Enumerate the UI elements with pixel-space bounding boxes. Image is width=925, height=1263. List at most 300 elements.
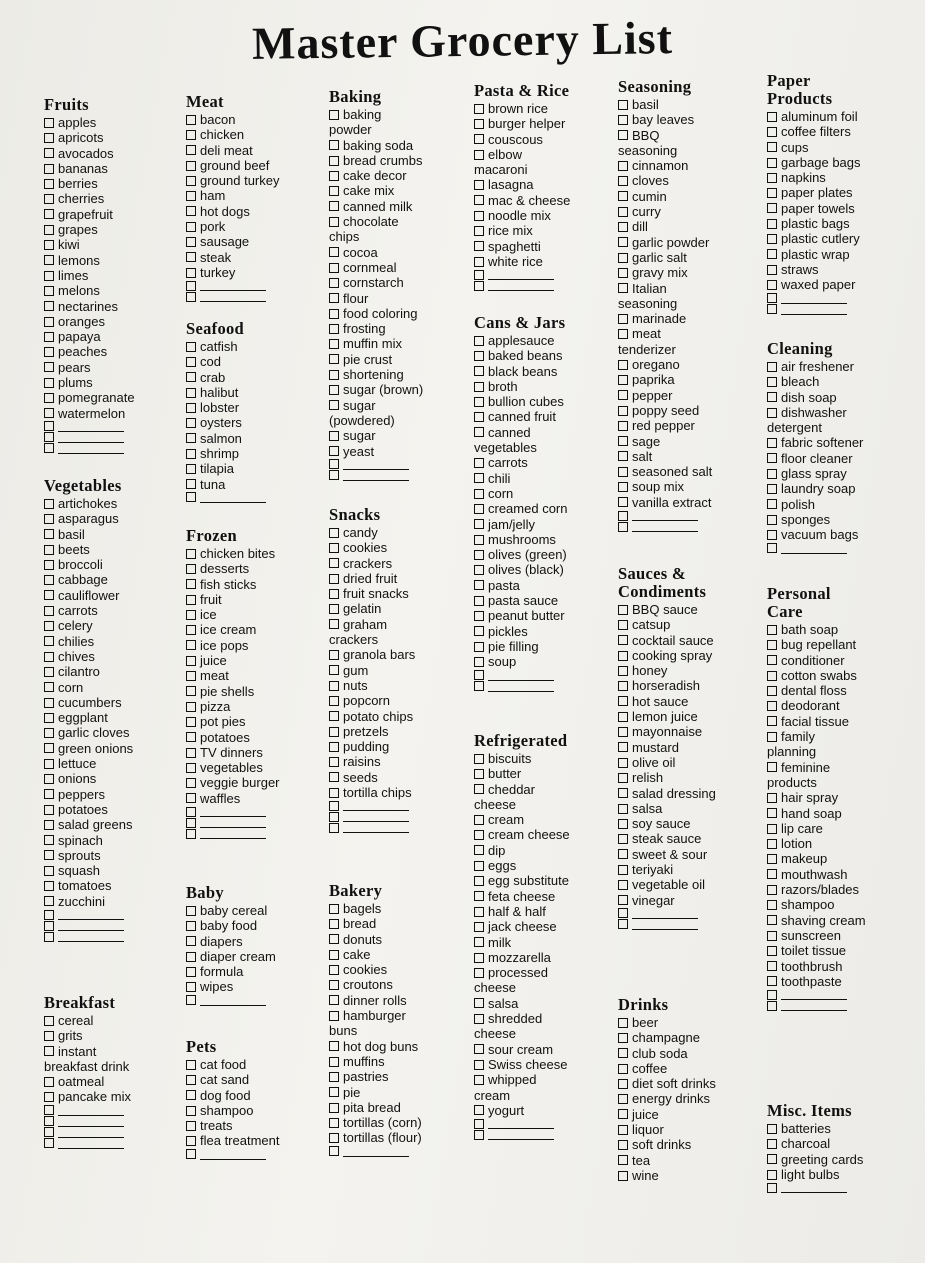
checkbox[interactable]	[618, 161, 628, 171]
checkbox[interactable]	[618, 1048, 628, 1058]
checkbox[interactable]	[186, 418, 196, 428]
checkbox[interactable]	[618, 819, 628, 829]
checkbox[interactable]	[474, 489, 484, 499]
checkbox[interactable]	[767, 543, 777, 553]
checkbox[interactable]	[474, 876, 484, 886]
checkbox[interactable]	[186, 967, 196, 977]
list-item[interactable]	[618, 250, 764, 265]
blank-list-item[interactable]	[474, 681, 620, 692]
list-item[interactable]	[329, 601, 475, 616]
checkbox[interactable]	[767, 1154, 777, 1164]
list-item[interactable]	[618, 602, 764, 617]
list-item[interactable]	[186, 127, 332, 142]
checkbox[interactable]	[44, 529, 54, 539]
checkbox[interactable]	[767, 625, 777, 635]
list-item[interactable]	[618, 877, 764, 892]
list-item[interactable]	[44, 603, 190, 618]
checkbox[interactable]	[767, 127, 777, 137]
list-item[interactable]	[44, 817, 190, 832]
list-item[interactable]	[767, 185, 913, 200]
list-item[interactable]	[767, 216, 913, 231]
blank-list-item[interactable]	[618, 510, 764, 521]
list-item[interactable]	[767, 170, 913, 185]
checkbox[interactable]	[44, 728, 54, 738]
list-item[interactable]	[618, 1107, 764, 1122]
checkbox[interactable]	[767, 793, 777, 803]
checkbox[interactable]	[618, 375, 628, 385]
list-item[interactable]	[44, 375, 190, 390]
checkbox[interactable]	[186, 292, 196, 302]
checkbox[interactable]	[186, 492, 196, 502]
list-item[interactable]	[767, 466, 913, 481]
list-item[interactable]	[767, 790, 913, 805]
list-item[interactable]	[618, 709, 764, 724]
list-item[interactable]	[329, 1039, 475, 1054]
checkbox[interactable]	[767, 158, 777, 168]
list-item[interactable]	[767, 155, 913, 170]
list-item[interactable]	[186, 1057, 332, 1072]
list-item[interactable]	[44, 557, 190, 572]
checkbox[interactable]	[186, 656, 196, 666]
list-item[interactable]	[44, 833, 190, 848]
list-item[interactable]	[618, 678, 764, 693]
checkbox[interactable]	[329, 400, 339, 410]
checkbox[interactable]	[474, 907, 484, 917]
checkbox[interactable]	[474, 611, 484, 621]
checkbox[interactable]	[329, 263, 339, 273]
write-in-line[interactable]	[488, 1118, 554, 1129]
list-item[interactable]	[44, 130, 190, 145]
list-item[interactable]	[618, 1076, 764, 1091]
checkbox[interactable]	[767, 1124, 777, 1134]
checkbox[interactable]	[186, 595, 196, 605]
list-item[interactable]	[44, 863, 190, 878]
blank-list-item[interactable]	[329, 800, 475, 811]
list-item[interactable]	[44, 756, 190, 771]
checkbox[interactable]	[767, 869, 777, 879]
checkbox[interactable]	[44, 240, 54, 250]
list-item[interactable]	[186, 561, 332, 576]
list-item[interactable]	[618, 449, 764, 464]
checkbox[interactable]	[474, 397, 484, 407]
list-item[interactable]	[618, 1046, 764, 1061]
checkbox[interactable]	[44, 347, 54, 357]
checkbox[interactable]	[329, 980, 339, 990]
list-item[interactable]	[474, 1057, 620, 1072]
list-item[interactable]	[618, 388, 764, 403]
checkbox[interactable]	[618, 919, 628, 929]
checkbox[interactable]	[329, 1133, 339, 1143]
checkbox[interactable]	[767, 304, 777, 314]
list-item[interactable]	[767, 262, 913, 277]
blank-list-item[interactable]	[44, 1105, 190, 1116]
list-item[interactable]	[44, 894, 190, 909]
blank-list-item[interactable]	[186, 280, 332, 291]
list-item[interactable]	[474, 1042, 620, 1057]
list-item[interactable]	[767, 497, 913, 512]
checkbox[interactable]	[329, 696, 339, 706]
list-item[interactable]	[767, 231, 913, 246]
list-item[interactable]	[618, 1153, 764, 1168]
list-item[interactable]	[186, 1118, 332, 1133]
checkbox[interactable]	[618, 849, 628, 859]
checkbox[interactable]	[618, 253, 628, 263]
checkbox[interactable]	[474, 596, 484, 606]
list-item[interactable]	[474, 812, 620, 827]
list-item[interactable]	[44, 329, 190, 344]
blank-list-item[interactable]	[44, 1138, 190, 1149]
checkbox[interactable]	[44, 408, 54, 418]
checkbox[interactable]	[44, 881, 54, 891]
list-item[interactable]	[474, 208, 620, 223]
list-item[interactable]	[329, 724, 475, 739]
list-item[interactable]	[329, 785, 475, 800]
list-item[interactable]	[474, 858, 620, 873]
blank-list-item[interactable]	[474, 280, 620, 291]
checkbox[interactable]	[618, 207, 628, 217]
list-item[interactable]	[186, 934, 332, 949]
write-in-line[interactable]	[200, 291, 266, 302]
checkbox[interactable]	[186, 115, 196, 125]
list-item[interactable]	[44, 390, 190, 405]
list-item[interactable]	[329, 1085, 475, 1100]
write-in-line[interactable]	[343, 811, 409, 822]
list-item[interactable]	[44, 237, 190, 252]
checkbox[interactable]	[474, 150, 484, 160]
list-item[interactable]	[767, 867, 913, 882]
checkbox[interactable]	[767, 249, 777, 259]
write-in-line[interactable]	[200, 806, 266, 817]
list-item[interactable]	[44, 802, 190, 817]
checkbox[interactable]	[329, 339, 339, 349]
checkbox[interactable]	[767, 839, 777, 849]
list-item[interactable]	[474, 455, 620, 470]
checkbox[interactable]	[767, 854, 777, 864]
checkbox[interactable]	[474, 427, 484, 437]
list-item[interactable]	[329, 571, 475, 586]
checkbox[interactable]	[767, 515, 777, 525]
checkbox[interactable]	[186, 936, 196, 946]
list-item[interactable]	[474, 654, 620, 669]
write-in-line[interactable]	[632, 919, 698, 930]
list-item[interactable]	[186, 461, 332, 476]
checkbox[interactable]	[474, 351, 484, 361]
list-item[interactable]	[186, 339, 332, 354]
checkbox[interactable]	[329, 1087, 339, 1097]
list-item[interactable]	[329, 153, 475, 168]
list-item[interactable]	[767, 1121, 913, 1136]
checkbox[interactable]	[474, 1060, 484, 1070]
checkbox[interactable]	[618, 1140, 628, 1150]
checkbox[interactable]	[44, 1016, 54, 1026]
checkbox[interactable]	[186, 449, 196, 459]
list-item[interactable]	[767, 836, 913, 851]
list-item[interactable]	[618, 281, 764, 296]
checkbox[interactable]	[618, 360, 628, 370]
checkbox[interactable]	[618, 834, 628, 844]
checkbox[interactable]	[186, 222, 196, 232]
checkbox[interactable]	[474, 504, 484, 514]
checkbox[interactable]	[44, 255, 54, 265]
write-in-line[interactable]	[343, 470, 409, 481]
checkbox[interactable]	[329, 1118, 339, 1128]
checkbox[interactable]	[767, 1170, 777, 1180]
list-item[interactable]	[44, 542, 190, 557]
checkbox[interactable]	[186, 1075, 196, 1085]
checkbox[interactable]	[474, 1130, 484, 1140]
list-item[interactable]	[474, 950, 620, 965]
write-in-line[interactable]	[488, 1129, 554, 1140]
list-item[interactable]	[474, 471, 620, 486]
checkbox[interactable]	[329, 1103, 339, 1113]
checkbox[interactable]	[186, 625, 196, 635]
list-item[interactable]	[474, 919, 620, 934]
blank-list-item[interactable]	[767, 543, 913, 554]
checkbox[interactable]	[329, 385, 339, 395]
blank-list-item[interactable]	[44, 421, 190, 432]
checkbox[interactable]	[186, 793, 196, 803]
list-item[interactable]	[618, 1091, 764, 1106]
checkbox[interactable]	[44, 1127, 54, 1137]
list-item[interactable]	[186, 592, 332, 607]
blank-list-item[interactable]	[186, 291, 332, 302]
list-item[interactable]	[618, 434, 764, 449]
checkbox[interactable]	[618, 865, 628, 875]
list-item[interactable]	[186, 1072, 332, 1087]
checkbox[interactable]	[767, 915, 777, 925]
list-item[interactable]	[474, 593, 620, 608]
list-item[interactable]	[329, 199, 475, 214]
list-item[interactable]	[767, 882, 913, 897]
checkbox[interactable]	[44, 560, 54, 570]
list-item[interactable]	[329, 739, 475, 754]
list-item[interactable]	[186, 775, 332, 790]
checkbox[interactable]	[44, 1116, 54, 1126]
list-item[interactable]	[474, 904, 620, 919]
list-item[interactable]	[186, 684, 332, 699]
list-item[interactable]	[329, 678, 475, 693]
blank-list-item[interactable]	[186, 806, 332, 817]
write-in-line[interactable]	[58, 1127, 124, 1138]
list-item[interactable]	[767, 1167, 913, 1182]
checkbox[interactable]	[618, 497, 628, 507]
list-item[interactable]	[474, 578, 620, 593]
list-item[interactable]	[474, 132, 620, 147]
checkbox[interactable]	[618, 130, 628, 140]
list-item[interactable]	[44, 146, 190, 161]
checkbox[interactable]	[186, 829, 196, 839]
blank-list-item[interactable]	[44, 443, 190, 454]
write-in-line[interactable]	[488, 280, 554, 291]
checkbox[interactable]	[474, 565, 484, 575]
list-item[interactable]	[618, 770, 764, 785]
list-item[interactable]	[44, 771, 190, 786]
checkbox[interactable]	[44, 743, 54, 753]
checkbox[interactable]	[186, 1149, 196, 1159]
list-item[interactable]	[767, 277, 913, 292]
list-item[interactable]	[767, 435, 913, 450]
list-item[interactable]	[474, 766, 620, 781]
checkbox[interactable]	[767, 640, 777, 650]
list-item[interactable]	[618, 663, 764, 678]
checkbox[interactable]	[44, 133, 54, 143]
list-item[interactable]	[329, 932, 475, 947]
list-item[interactable]	[44, 649, 190, 664]
checkbox[interactable]	[618, 268, 628, 278]
blank-list-item[interactable]	[186, 828, 332, 839]
checkbox[interactable]	[618, 880, 628, 890]
checkbox[interactable]	[618, 773, 628, 783]
checkbox[interactable]	[44, 713, 54, 723]
list-item[interactable]	[186, 668, 332, 683]
list-item[interactable]	[618, 831, 764, 846]
checkbox[interactable]	[767, 946, 777, 956]
checkbox[interactable]	[44, 667, 54, 677]
blank-list-item[interactable]	[474, 1118, 620, 1129]
checkbox[interactable]	[767, 499, 777, 509]
blank-list-item[interactable]	[474, 269, 620, 280]
list-item[interactable]	[44, 344, 190, 359]
list-item[interactable]	[474, 177, 620, 192]
checkbox[interactable]	[474, 937, 484, 947]
blank-list-item[interactable]	[44, 920, 190, 931]
list-item[interactable]	[186, 622, 332, 637]
blank-list-item[interactable]	[474, 670, 620, 681]
list-item[interactable]	[44, 253, 190, 268]
list-item[interactable]	[329, 901, 475, 916]
checkbox[interactable]	[44, 421, 54, 431]
checkbox[interactable]	[767, 234, 777, 244]
checkbox[interactable]	[767, 280, 777, 290]
checkbox[interactable]	[474, 195, 484, 205]
checkbox[interactable]	[186, 995, 196, 1005]
checkbox[interactable]	[44, 805, 54, 815]
checkbox[interactable]	[44, 443, 54, 453]
checkbox[interactable]	[44, 921, 54, 931]
list-item[interactable]	[767, 851, 913, 866]
list-item[interactable]	[767, 974, 913, 989]
checkbox[interactable]	[186, 921, 196, 931]
checkbox[interactable]	[329, 574, 339, 584]
list-item[interactable]	[618, 495, 764, 510]
list-item[interactable]	[329, 428, 475, 443]
checkbox[interactable]	[44, 1105, 54, 1115]
list-item[interactable]	[474, 101, 620, 116]
checkbox[interactable]	[329, 711, 339, 721]
checkbox[interactable]	[186, 176, 196, 186]
checkbox[interactable]	[767, 701, 777, 711]
checkbox[interactable]	[618, 100, 628, 110]
list-item[interactable]	[474, 348, 620, 363]
list-item[interactable]	[618, 403, 764, 418]
list-item[interactable]	[44, 572, 190, 587]
checkbox[interactable]	[186, 479, 196, 489]
list-item[interactable]	[329, 367, 475, 382]
list-item[interactable]	[186, 1103, 332, 1118]
list-item[interactable]	[329, 754, 475, 769]
list-item[interactable]	[44, 314, 190, 329]
checkbox[interactable]	[474, 815, 484, 825]
checkbox[interactable]	[44, 332, 54, 342]
list-item[interactable]	[618, 97, 764, 112]
checkbox[interactable]	[186, 161, 196, 171]
checkbox[interactable]	[44, 378, 54, 388]
list-item[interactable]	[618, 128, 764, 143]
checkbox[interactable]	[474, 241, 484, 251]
list-item[interactable]	[618, 357, 764, 372]
checkbox[interactable]	[474, 336, 484, 346]
checkbox[interactable]	[474, 412, 484, 422]
checkbox[interactable]	[329, 665, 339, 675]
list-item[interactable]	[474, 501, 620, 516]
checkbox[interactable]	[329, 354, 339, 364]
list-item[interactable]	[474, 333, 620, 348]
write-in-line[interactable]	[200, 817, 266, 828]
list-item[interactable]	[474, 193, 620, 208]
checkbox[interactable]	[329, 528, 339, 538]
write-in-line[interactable]	[632, 521, 698, 532]
write-in-line[interactable]	[781, 989, 847, 1000]
checkbox[interactable]	[767, 762, 777, 772]
blank-list-item[interactable]	[618, 908, 764, 919]
checkbox[interactable]	[329, 965, 339, 975]
write-in-line[interactable]	[58, 1116, 124, 1127]
checkbox[interactable]	[474, 769, 484, 779]
write-in-line[interactable]	[58, 920, 124, 931]
list-item[interactable]	[767, 943, 913, 958]
checkbox[interactable]	[618, 421, 628, 431]
list-item[interactable]	[44, 268, 190, 283]
blank-list-item[interactable]	[767, 304, 913, 315]
list-item[interactable]	[618, 189, 764, 204]
list-item[interactable]	[186, 918, 332, 933]
checkbox[interactable]	[618, 1125, 628, 1135]
list-item[interactable]	[186, 760, 332, 775]
list-item[interactable]	[329, 770, 475, 785]
checkbox[interactable]	[618, 436, 628, 446]
list-item[interactable]	[44, 191, 190, 206]
list-item[interactable]	[186, 370, 332, 385]
checkbox[interactable]	[618, 895, 628, 905]
list-item[interactable]	[767, 806, 913, 821]
list-item[interactable]	[618, 418, 764, 433]
list-item[interactable]	[186, 415, 332, 430]
checkbox[interactable]	[474, 922, 484, 932]
blank-list-item[interactable]	[767, 293, 913, 304]
list-item[interactable]	[767, 821, 913, 836]
list-item[interactable]	[329, 336, 475, 351]
list-item[interactable]	[767, 622, 913, 637]
list-item[interactable]	[44, 222, 190, 237]
list-item[interactable]	[186, 354, 332, 369]
checkbox[interactable]	[329, 619, 339, 629]
list-item[interactable]	[44, 1013, 190, 1028]
checkbox[interactable]	[474, 681, 484, 691]
list-item[interactable]	[618, 311, 764, 326]
checkbox[interactable]	[329, 470, 339, 480]
checkbox[interactable]	[186, 906, 196, 916]
checkbox[interactable]	[767, 885, 777, 895]
list-item[interactable]	[186, 638, 332, 653]
checkbox[interactable]	[329, 446, 339, 456]
blank-list-item[interactable]	[44, 931, 190, 942]
list-item[interactable]	[618, 158, 764, 173]
list-item[interactable]	[44, 664, 190, 679]
list-item[interactable]	[767, 683, 913, 698]
list-item[interactable]	[186, 745, 332, 760]
checkbox[interactable]	[474, 550, 484, 560]
checkbox[interactable]	[767, 377, 777, 387]
